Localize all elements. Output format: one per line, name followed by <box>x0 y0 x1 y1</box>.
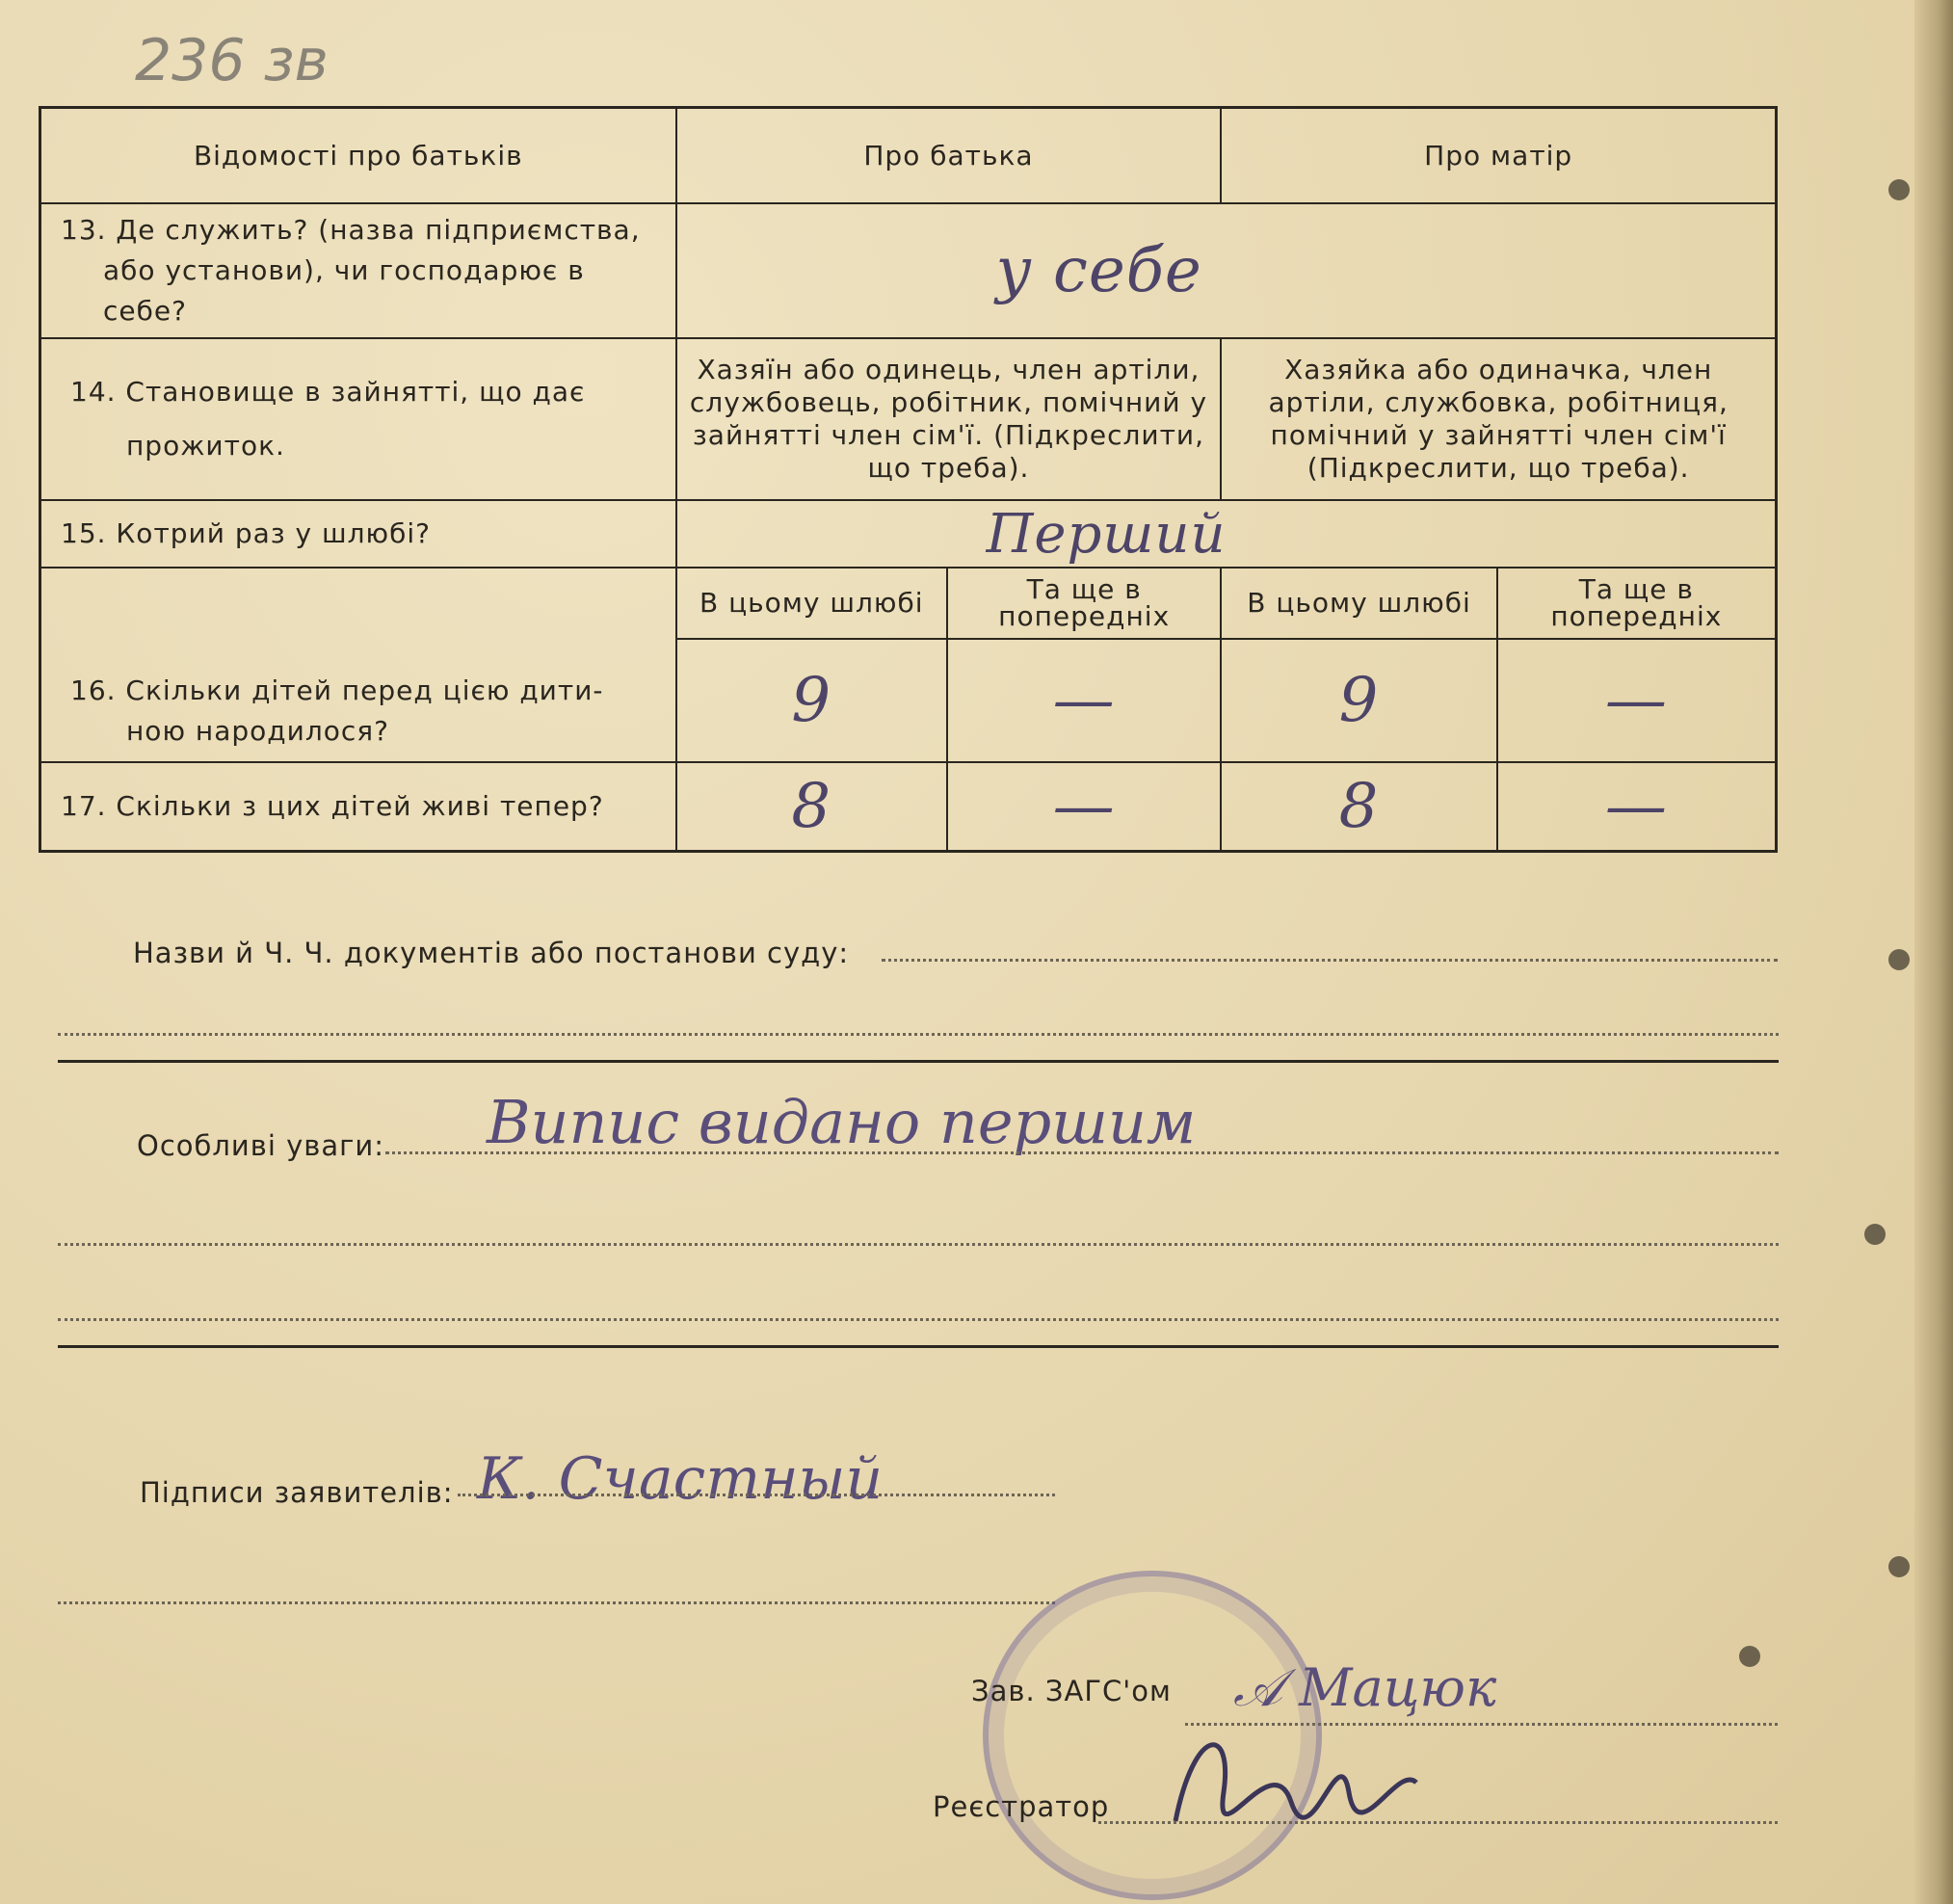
section-divider-2 <box>58 1345 1779 1348</box>
q16-mother-prev-value: — <box>1604 665 1668 736</box>
q17-father-this-value: 8 <box>791 770 832 842</box>
remarks-line-2 <box>58 1243 1779 1246</box>
q17-father-prev <box>947 762 1221 851</box>
binder-hole <box>1864 1224 1886 1245</box>
q17-mother-this-value: 8 <box>1338 770 1380 842</box>
documents-label: Назви й Ч. Ч. документів або постанови суду: <box>133 937 850 969</box>
registrar-label: Реєстратор <box>933 1790 1110 1823</box>
q15-answer-cell <box>676 500 1777 568</box>
remarks-label: Особливі уваги: <box>137 1129 385 1162</box>
page-edge <box>1914 0 1953 1904</box>
doc-number: 236 зв <box>135 27 329 94</box>
q16-label <box>40 568 676 762</box>
signatures-label: Підписи заявителів: <box>140 1476 454 1509</box>
q16-label-line2: ною народилося? <box>126 715 389 747</box>
q15-answer: Перший <box>986 502 1227 566</box>
registrar-signature <box>1156 1706 1445 1850</box>
documents-line <box>882 959 1778 962</box>
father-previous-header: Та ще в попередніх <box>947 568 1221 639</box>
q13-label-line1: 13. Де служить? (назва підприємства, <box>61 214 641 246</box>
q17-mother-prev-value: — <box>1604 770 1668 842</box>
q15-label: 15. Котрий раз у шлюбі? <box>40 500 676 568</box>
q14-label-line1: 14. Становище в зайнятті, що дає <box>70 376 586 408</box>
q16-mother-prev <box>1497 639 1777 762</box>
head-label: Зав. ЗАГС'ом <box>971 1675 1172 1707</box>
remarks-value: Випис видано першим <box>487 1087 1197 1157</box>
header-father: Про батька <box>676 108 1222 204</box>
remarks-line <box>385 1151 1779 1154</box>
binder-hole <box>1888 179 1910 200</box>
q17-mother-this <box>1221 762 1496 851</box>
q13-label <box>40 203 676 338</box>
q16-father-this <box>676 639 947 762</box>
q13-answer-cell <box>676 203 1777 338</box>
signatures-line <box>458 1494 1055 1496</box>
signatures-line-2 <box>58 1601 1055 1604</box>
q16-father-prev <box>947 639 1221 762</box>
q17-father-prev-value: — <box>1052 770 1116 842</box>
q14-label-line2: прожиток. <box>126 430 285 462</box>
binder-hole <box>1888 1556 1910 1577</box>
q13-answer: у себе <box>995 235 1202 306</box>
header-mother: Про матір <box>1221 108 1776 204</box>
documents-line-2 <box>58 1033 1779 1036</box>
header-parents-info: Відомості про батьків <box>40 108 676 204</box>
q16-label-line1: 16. Скільки дітей перед цією дити- <box>70 674 604 706</box>
q17-label: 17. Скільки з цих дітей живі тепер? <box>40 762 676 851</box>
q14-mother-options: Хазяйка або одиначка, член артіли, службовка, робітниця, помічний у зайнятті член сім'ї (Підкреслити, що треба). <box>1221 338 1776 500</box>
q14-label <box>40 338 676 500</box>
q16-father-this-value: 9 <box>791 665 832 736</box>
father-this-marriage-header: В цьому шлюбі <box>676 568 947 639</box>
q16-father-prev-value: — <box>1052 665 1116 736</box>
head-signature: 𝒜 Мацюк <box>1233 1657 1497 1718</box>
section-divider-1 <box>58 1060 1779 1063</box>
q14-father-options: Хазяїн або одинець, член артіли, службовець, робітник, помічний у зайнятті член сім'ї. (Підкреслити, що треба). <box>676 338 1222 500</box>
binder-hole <box>1888 949 1910 970</box>
q16-mother-this-value: 9 <box>1338 665 1380 736</box>
q16-mother-this <box>1221 639 1496 762</box>
signatures-value: К. Счастный <box>477 1445 884 1513</box>
mother-previous-header: Та ще в попередніх <box>1497 568 1777 639</box>
binder-hole <box>1739 1646 1760 1667</box>
q17-mother-prev <box>1497 762 1777 851</box>
q17-father-this <box>676 762 947 851</box>
parents-info-table <box>39 106 1778 853</box>
remarks-line-3 <box>58 1318 1779 1321</box>
q13-label-line2: або установи), чи господарює в себе? <box>103 254 585 327</box>
mother-this-marriage-header: В цьому шлюбі <box>1221 568 1496 639</box>
